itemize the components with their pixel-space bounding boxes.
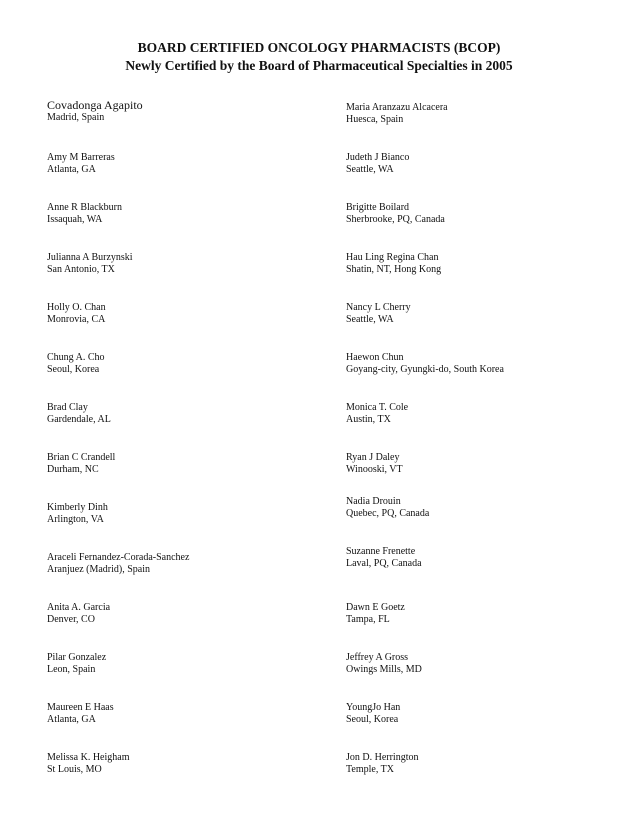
pharmacist-name: Kimberly Dinh xyxy=(47,502,108,513)
list-item xyxy=(346,702,636,726)
list-item xyxy=(346,352,636,376)
pharmacist-location: Tampa, FL xyxy=(346,614,390,625)
pharmacist-location: Goyang-city, Gyungki-do, South Korea xyxy=(346,364,504,375)
list-item xyxy=(346,496,636,520)
pharmacist-name: Brad Clay xyxy=(47,402,88,413)
pharmacist-location: Austin, TX xyxy=(346,414,391,425)
list-item xyxy=(346,252,636,276)
pharmacist-name: Nadia Drouin xyxy=(346,496,401,507)
list-item xyxy=(47,602,337,626)
pharmacist-location: Issaquah, WA xyxy=(47,214,103,225)
page-title: BOARD CERTIFIED ONCOLOGY PHARMACISTS (BCOP) xyxy=(137,40,501,55)
pharmacist-location: Huesca, Spain xyxy=(346,114,404,125)
pharmacist-location: Laval, PQ, Canada xyxy=(346,558,422,569)
pharmacist-name: Brigitte Boilard xyxy=(346,202,410,213)
pharmacist-location: Madrid, Spain xyxy=(47,112,105,123)
pharmacist-location: St Louis, MO xyxy=(47,764,102,775)
pharmacist-name: Dawn E Goetz xyxy=(346,602,405,613)
list-item xyxy=(346,652,636,676)
pharmacist-location: Seattle, WA xyxy=(346,164,394,175)
list-item xyxy=(47,502,337,526)
pharmacist-name: Chung A. Cho xyxy=(47,352,105,363)
pharmacist-location: Denver, CO xyxy=(47,614,95,625)
pharmacist-name: Melissa K. Heigham xyxy=(47,752,130,763)
pharmacist-location: Sherbrooke, PQ, Canada xyxy=(346,214,445,225)
pharmacist-location: Gardendale, AL xyxy=(47,414,111,425)
pharmacist-location: San Antonio, TX xyxy=(47,264,115,275)
list-item xyxy=(47,452,337,476)
list-item xyxy=(47,652,337,676)
pharmacist-location: Durham, NC xyxy=(47,464,99,475)
pharmacist-location: Shatin, NT, Hong Kong xyxy=(346,264,442,275)
pharmacist-name: Pilar Gonzalez xyxy=(47,652,107,663)
pharmacist-name: YoungJo Han xyxy=(346,702,401,713)
pharmacist-name: Jeffrey A Gross xyxy=(346,652,409,663)
pharmacist-location: Temple, TX xyxy=(346,764,394,775)
pharmacist-name: Haewon Chun xyxy=(346,352,404,363)
list-item xyxy=(346,402,636,426)
pharmacist-location: Aranjuez (Madrid), Spain xyxy=(47,564,151,575)
pharmacist-name: Anita A. Garcia xyxy=(47,602,111,613)
list-item xyxy=(47,552,337,576)
list-item xyxy=(346,546,636,570)
pharmacist-name: Brian C Crandell xyxy=(47,452,116,463)
pharmacist-name: Covadonga Agapito xyxy=(47,98,143,112)
pharmacist-location: Arlington, VA xyxy=(47,514,104,525)
pharmacist-name: Anne R Blackburn xyxy=(47,202,122,213)
list-item xyxy=(47,152,337,176)
pharmacist-location: Quebec, PQ, Canada xyxy=(346,508,430,519)
list-item xyxy=(47,98,337,124)
list-item xyxy=(47,752,337,776)
pharmacist-name: Hau Ling Regina Chan xyxy=(346,252,439,263)
pharmacist-location: Seoul, Korea xyxy=(47,364,100,375)
pharmacist-location: Owings Mills, MD xyxy=(346,664,422,675)
pharmacist-name: Maureen E Haas xyxy=(47,702,114,713)
page-subtitle: Newly Certified by the Board of Pharmaceutical Specialties in 2005 xyxy=(125,58,513,73)
pharmacist-name: Araceli Fernandez-Corada-Sanchez xyxy=(47,552,190,563)
list-item xyxy=(47,302,337,326)
list-item xyxy=(47,352,337,376)
list-item xyxy=(47,202,337,226)
pharmacist-location: Monrovia, CA xyxy=(47,314,106,325)
pharmacist-name: Jon D. Herrington xyxy=(346,752,419,763)
pharmacist-location: Leon, Spain xyxy=(47,664,96,675)
list-item xyxy=(47,252,337,276)
pharmacist-location: Atlanta, GA xyxy=(47,164,96,175)
list-item xyxy=(346,302,636,326)
pharmacist-name: Suzanne Frenette xyxy=(346,546,416,557)
pharmacist-location: Atlanta, GA xyxy=(47,714,96,725)
list-item xyxy=(47,702,337,726)
pharmacist-name: Amy M Barreras xyxy=(47,152,115,163)
list-item xyxy=(346,102,636,126)
pharmacist-name: Maria Aranzazu Alcacera xyxy=(346,102,448,113)
pharmacist-name: Julianna A Burzynski xyxy=(47,252,133,263)
pharmacist-name: Holly O. Chan xyxy=(47,302,106,313)
pharmacist-location: Seattle, WA xyxy=(346,314,394,325)
pharmacist-name: Ryan J Daley xyxy=(346,452,400,463)
pharmacist-name: Monica T. Cole xyxy=(346,402,409,413)
list-item xyxy=(47,402,337,426)
list-item xyxy=(346,202,636,226)
pharmacist-location: Seoul, Korea xyxy=(346,714,399,725)
pharmacist-name: Judeth J Bianco xyxy=(346,152,410,163)
pharmacist-name: Nancy L Cherry xyxy=(346,302,411,313)
list-item xyxy=(346,602,636,626)
list-item xyxy=(346,152,636,176)
pharmacist-location: Winooski, VT xyxy=(346,464,403,475)
list-item xyxy=(346,752,636,776)
list-item xyxy=(346,452,636,476)
